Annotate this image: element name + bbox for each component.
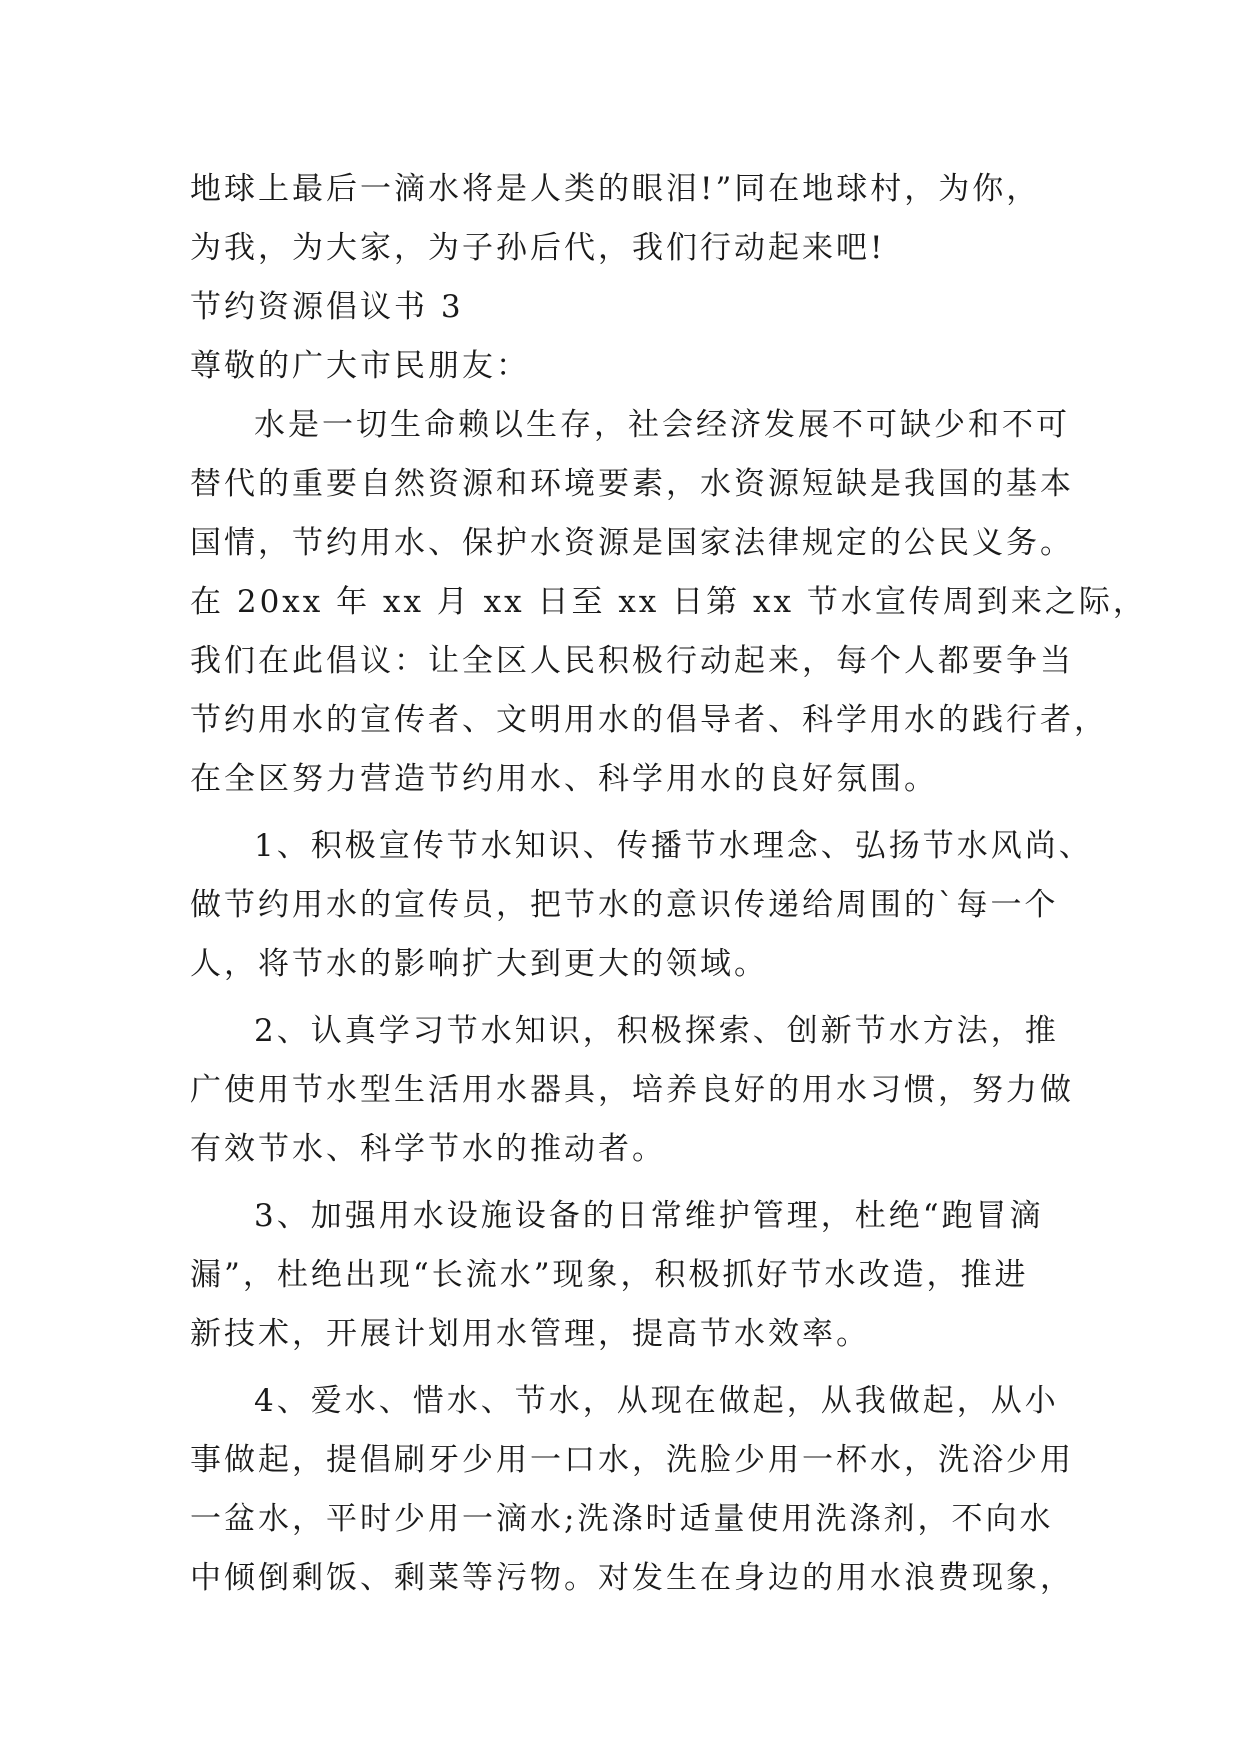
text-line: 在 20xx 年 xx 月 xx 日至 xx 日第 xx 节水宣传周到来之际， — [190, 584, 1147, 620]
text-line: 有效节水、科学节水的推动者。 — [190, 1131, 666, 1167]
salutation: 尊敬的广大市民朋友： — [190, 348, 530, 384]
text-line: 地球上最后一滴水将是人类的眼泪!”同在地球村，为你， — [190, 171, 1041, 207]
text-line: 一盆水，平时少用一滴水;洗涤时适量使用洗涤剂，不向水 — [190, 1501, 1054, 1537]
text-line: 2、认真学习节水知识，积极探索、创新节水方法，推 — [254, 1013, 1059, 1049]
text-line: 广使用节水型生活用水器具，培养良好的用水习惯，努力做 — [190, 1072, 1074, 1108]
text-line: 节约用水的宣传者、文明用水的倡导者、科学用水的践行者， — [190, 702, 1108, 738]
text-line: 做节约用水的宣传员，把节水的意识传递给周围的`每一个 — [190, 887, 1059, 923]
text-line: 新技术，开展计划用水管理，提高节水效率。 — [190, 1316, 870, 1352]
text-line: 人，将节水的影响扩大到更大的领域。 — [190, 946, 768, 982]
section-title: 节约资源倡议书 3 — [190, 289, 464, 325]
text-line: 1、积极宣传节水知识、传播节水理念、弘扬节水风尚、 — [254, 828, 1093, 864]
text-line: 4、爱水、惜水、节水，从现在做起，从我做起，从小 — [254, 1383, 1059, 1419]
text-line: 漏”，杜绝出现“长流水”现象，积极抓好节水改造，推进 — [190, 1257, 1029, 1293]
text-line: 在全区努力营造节约用水、科学用水的良好氛围。 — [190, 761, 938, 797]
document-body — [190, 160, 1147, 1608]
text-line: 事做起，提倡刷牙少用一口水，洗脸少用一杯水，洗浴少用 — [190, 1442, 1074, 1478]
text-line: 为我，为大家，为子孙后代，我们行动起来吧! — [190, 230, 886, 266]
text-line: 替代的重要自然资源和环境要素，水资源短缺是我国的基本 — [190, 466, 1074, 502]
text-line: 水是一切生命赖以生存，社会经济发展不可缺少和不可 — [254, 407, 1070, 443]
text-line: 国情，节约用水、保护水资源是国家法律规定的公民义务。 — [190, 525, 1074, 561]
text-line: 3、加强用水设施设备的日常维护管理，杜绝“跑冒滴 — [254, 1198, 1044, 1234]
text-line: 中倾倒剩饭、剩菜等污物。对发生在身边的用水浪费现象， — [190, 1560, 1074, 1596]
text-line: 我们在此倡议：让全区人民积极行动起来，每个人都要争当 — [190, 643, 1074, 679]
